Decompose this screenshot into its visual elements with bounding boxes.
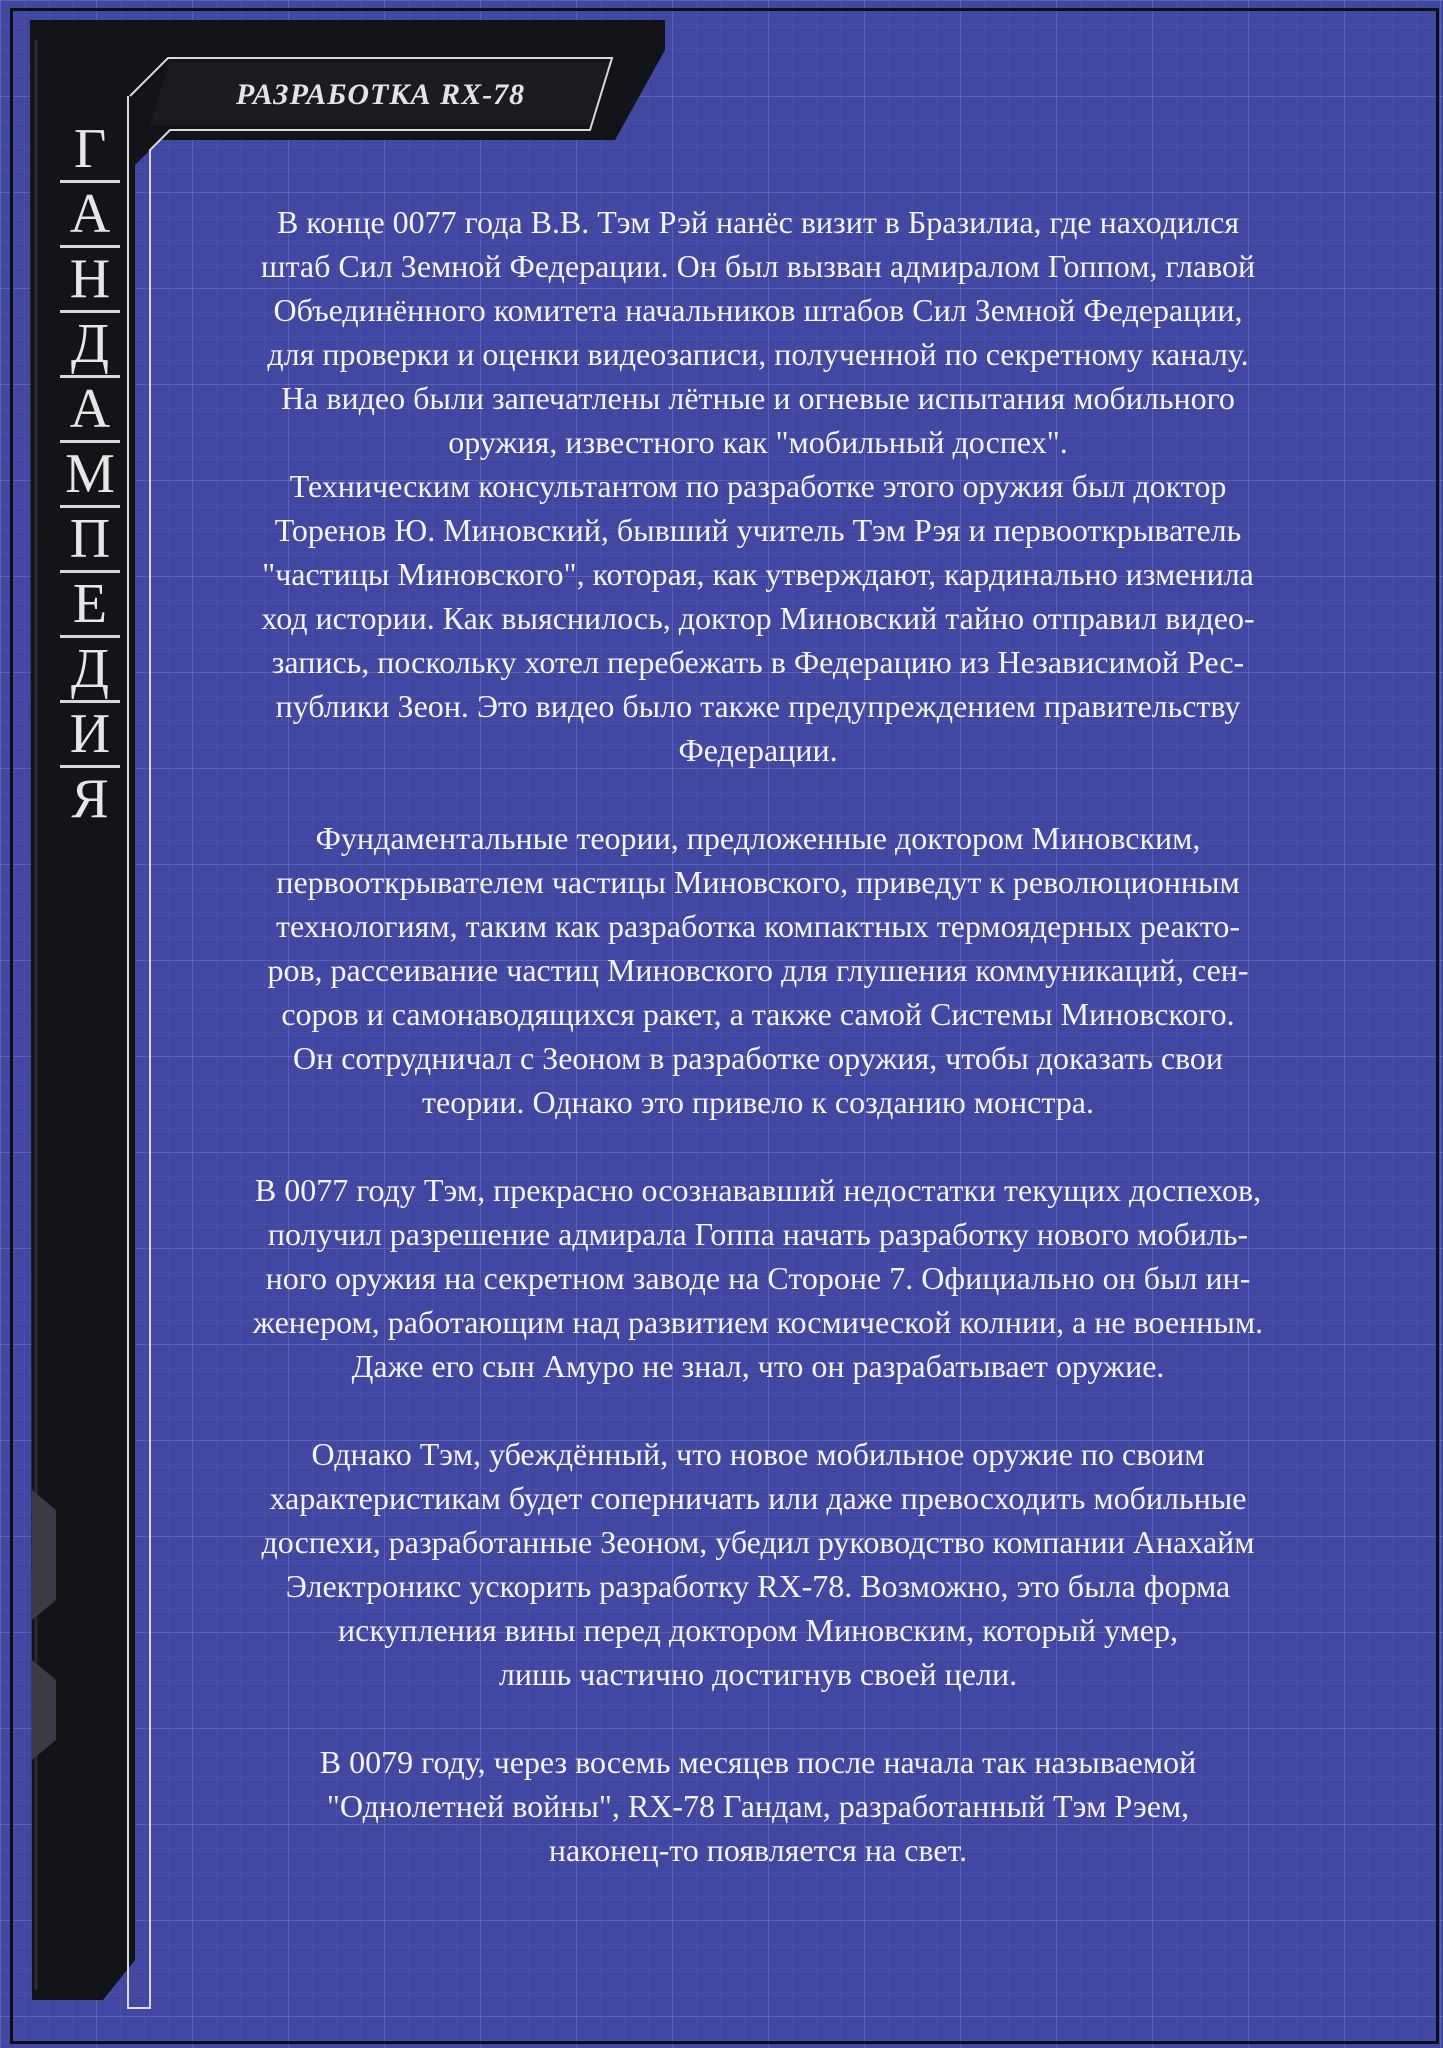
spine-letter: Д	[60, 638, 120, 703]
text-line: первооткрывателем частицы Миновского, приведут к революционным	[276, 864, 1240, 900]
text-line: Торенов Ю. Миновский, бывший учитель Тэм Рэя и первооткрыватель	[274, 512, 1242, 548]
text-line: лишь частично достигнув своей цели.	[498, 1656, 1018, 1692]
text-line: искупления вины перед доктором Миновским, который умер,	[337, 1612, 1178, 1648]
text-line: В 0079 году, через восемь месяцев после начала так называемой	[319, 1744, 1197, 1780]
text-line: ров, рассеивание частиц Миновского для глушения коммуникаций, сен-	[267, 952, 1249, 988]
text-line: запись, поскольку хотел перебежать в Федерацию из Независимой Рес-	[271, 644, 1245, 680]
text-line: ного оружия на секретном заводе на Стороне 7. Официально он был ин-	[265, 1260, 1251, 1296]
spine-letter: Я	[71, 768, 109, 830]
text-line: публики Зеон. Это видео было также предупреждением правительству	[275, 688, 1241, 724]
text-line: ход истории. Как выяснилось, доктор Миновский тайно отправил видео-	[261, 600, 1255, 636]
text-line: характеристикам будет соперничать или даже превосходить мобильные	[269, 1480, 1247, 1516]
text-line: В 0077 году Тэм, прекрасно осознававший недостатки текущих доспехов,	[254, 1172, 1262, 1208]
text-line: "частицы Миновского", которая, как утверждают, кардинально изменила	[262, 556, 1254, 592]
text-line: штаб Сил Земной Федерации. Он был вызван адмиралом Гоппом, главой	[260, 248, 1256, 284]
paragraph-4	[168, 1432, 1348, 1696]
text-line: Он сотрудничал с Зеоном в разработке оружия, чтобы доказать свои	[292, 1040, 1224, 1076]
text-line: Даже его сын Амуро не знал, что он разрабатывает оружие.	[351, 1348, 1165, 1384]
paragraph-3	[168, 1168, 1348, 1388]
paragraph-1	[168, 200, 1348, 772]
paragraph-5	[168, 1740, 1348, 1872]
text-line: Однако Тэм, убеждённый, что новое мобильное оружие по своим	[311, 1436, 1205, 1472]
text-line: Электроникс ускорить разработку RX-78. Возможно, это была форма	[285, 1568, 1231, 1604]
header-title: РАЗРАБОТКА RX-78	[236, 78, 526, 111]
text-line: На видео были запечатлены лётные и огневые испытания мобильного	[281, 380, 1235, 416]
article-body	[168, 200, 1348, 1916]
text-line: теории. Однако это привело к созданию монстра.	[422, 1084, 1094, 1120]
text-line: доспехи, разработанные Зеоном, убедил руководство компании Анахайм	[261, 1524, 1255, 1560]
text-line: Федерации.	[678, 732, 838, 768]
spine-letter: М	[60, 443, 120, 508]
spine-letter: И	[60, 703, 120, 768]
frame-notch-1	[32, 1490, 56, 1620]
spine-letter: Е	[60, 573, 120, 638]
text-line: Фундаментальные теории, предложенные доктором Миновским,	[315, 820, 1201, 856]
spine-letter: Н	[60, 248, 120, 313]
text-line: оружия, известного как "мобильный доспех".	[448, 424, 1068, 460]
spine-letter: Г	[60, 118, 120, 183]
paragraph-2	[168, 816, 1348, 1124]
text-line: Техническим консультантом по разработке этого оружия был доктор	[289, 468, 1227, 504]
text-line: получил разрешение адмирала Гоппа начать разработку нового мобиль-	[267, 1216, 1249, 1252]
spine-letter: А	[60, 183, 120, 248]
text-line: "Однолетней войны", RX-78 Гандам, разработанный Тэм Рэем,	[326, 1788, 1190, 1824]
text-line: Объединённого комитета начальников штабов Сил Земной Федерации,	[273, 292, 1243, 328]
text-line: наконец-то появляется на свет.	[548, 1832, 968, 1868]
spine-letter: А	[60, 378, 120, 443]
spine-letter: П	[60, 508, 120, 573]
text-line: технологиям, таким как разработка компактных термоядерных реакто-	[275, 908, 1241, 944]
spine-letter: Д	[60, 313, 120, 378]
spine-title	[65, 118, 115, 830]
text-line: для проверки и оценки видеозаписи, полученной по секретному каналу.	[267, 336, 1249, 372]
text-line: В конце 0077 года В.В. Тэм Рэй нанёс визит в Бразилиа, где находился	[276, 204, 1240, 240]
text-line: соров и самонаводящихся ракет, а также самой Системы Миновского.	[281, 996, 1235, 1032]
text-line: женером, работающим над развитием космической колнии, а не военным.	[252, 1304, 1264, 1340]
